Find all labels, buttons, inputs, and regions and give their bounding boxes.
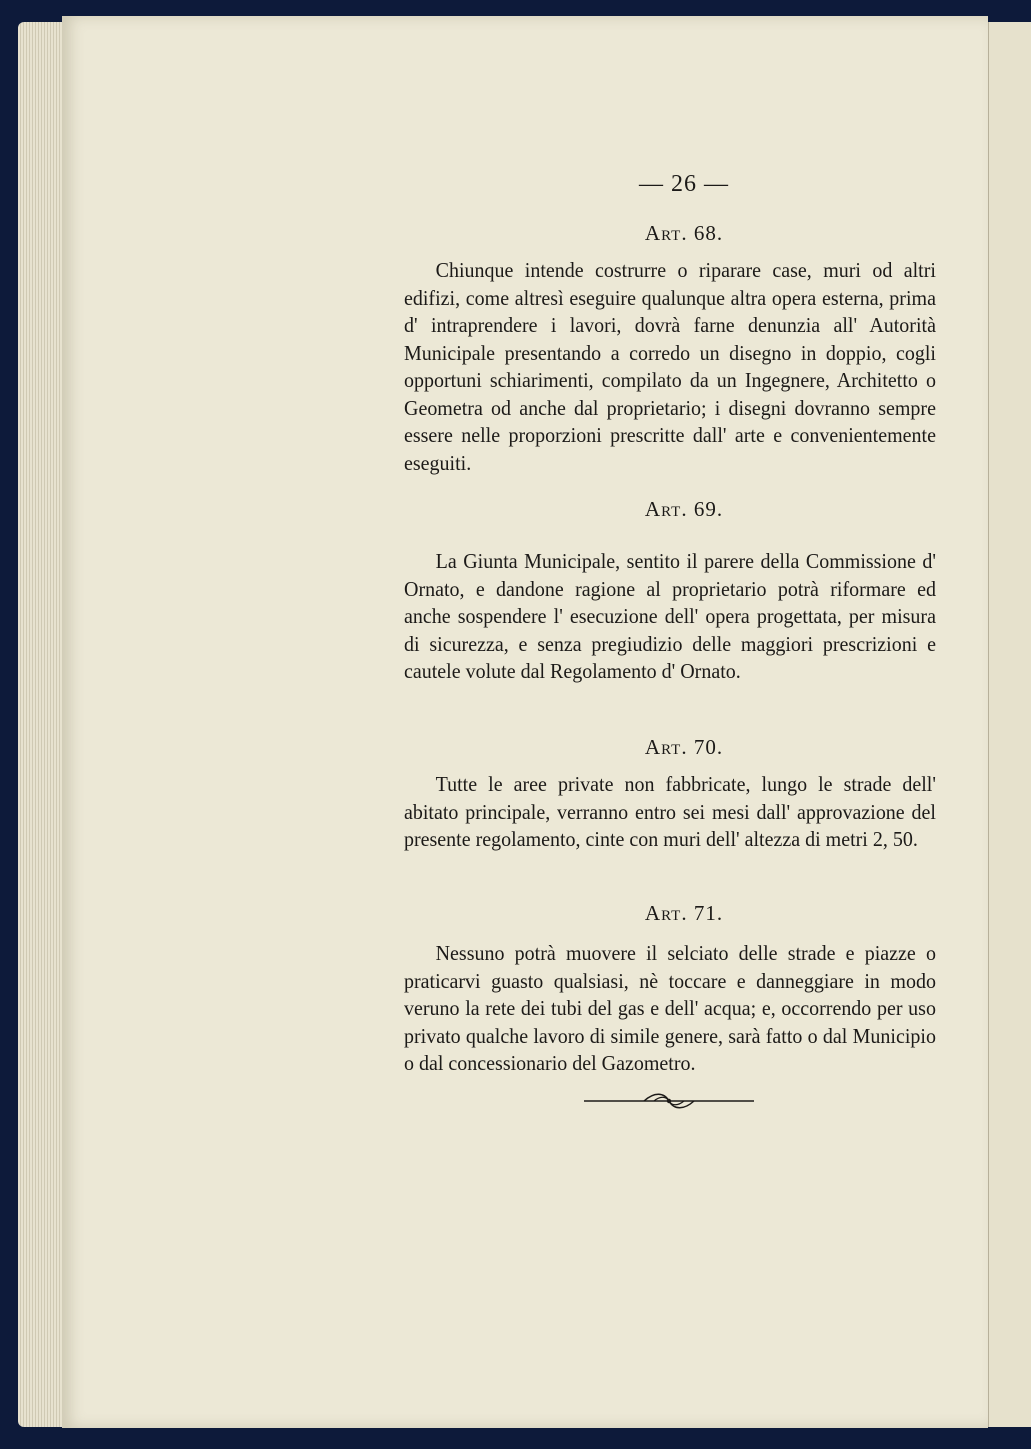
article-70-text: Tutte le aree private non fabbricate, lungo le strade dell' abitato principale, verranno entro sei mesi dall' approvazione del presente regolamento, cinte con muri dell' altezza di metri 2, 50. xyxy=(404,772,936,851)
book-page xyxy=(62,16,988,1428)
article-70-heading: Art. 70. xyxy=(644,735,724,759)
article-68-text: Chiunque intende costrurre o riparare case, muri od altri edifizi, come altresì eseguire qualunque altra opera esterna, prima d' intraprendere i lavori, dovrà farne denunzia all' Autorità Municipale presentando a corredo un disegno in doppio, cogli opportuni schiarimenti, compilato da un Ingegnere, Architetto o Geometra od anche dal proprietario; i disegni dovranno sempre essere nelle proporzioni prescritte dall' arte e convenientemente eseguiti. xyxy=(404,258,936,475)
facing-page-edge xyxy=(987,22,1031,1427)
article-68-heading: Art. 68. xyxy=(644,221,724,245)
decorative-rule-ornament xyxy=(584,1090,754,1110)
article-69-text: La Giunta Municipale, sentito il parere della Commissione d' Ornato, e dandone ragione al proprietario potrà riformare ed anche sospendere l' esecuzione dell' opera progettata, per misura di sicurezza, e senza pregiudizio delle maggiori prescrizioni e cautele volute dal Regolamento d' Ornato. xyxy=(404,549,936,683)
page-number: — 26 — xyxy=(639,171,729,197)
article-71-heading: Art. 71. xyxy=(644,901,724,925)
article-71-text: Nessuno potrà muovere il selciato delle strade e piazze o praticarvi guasto qualsiasi, nè toccare e danneggiare in modo veruno la rete dei tubi del gas e dell' acqua; e, occorrendo per uso privato qualche lavoro di simile genere, sarà fatto o dal Municipio o dal concessionario del Gazometro. xyxy=(404,941,936,1075)
article-69-heading: Art. 69. xyxy=(644,497,724,521)
